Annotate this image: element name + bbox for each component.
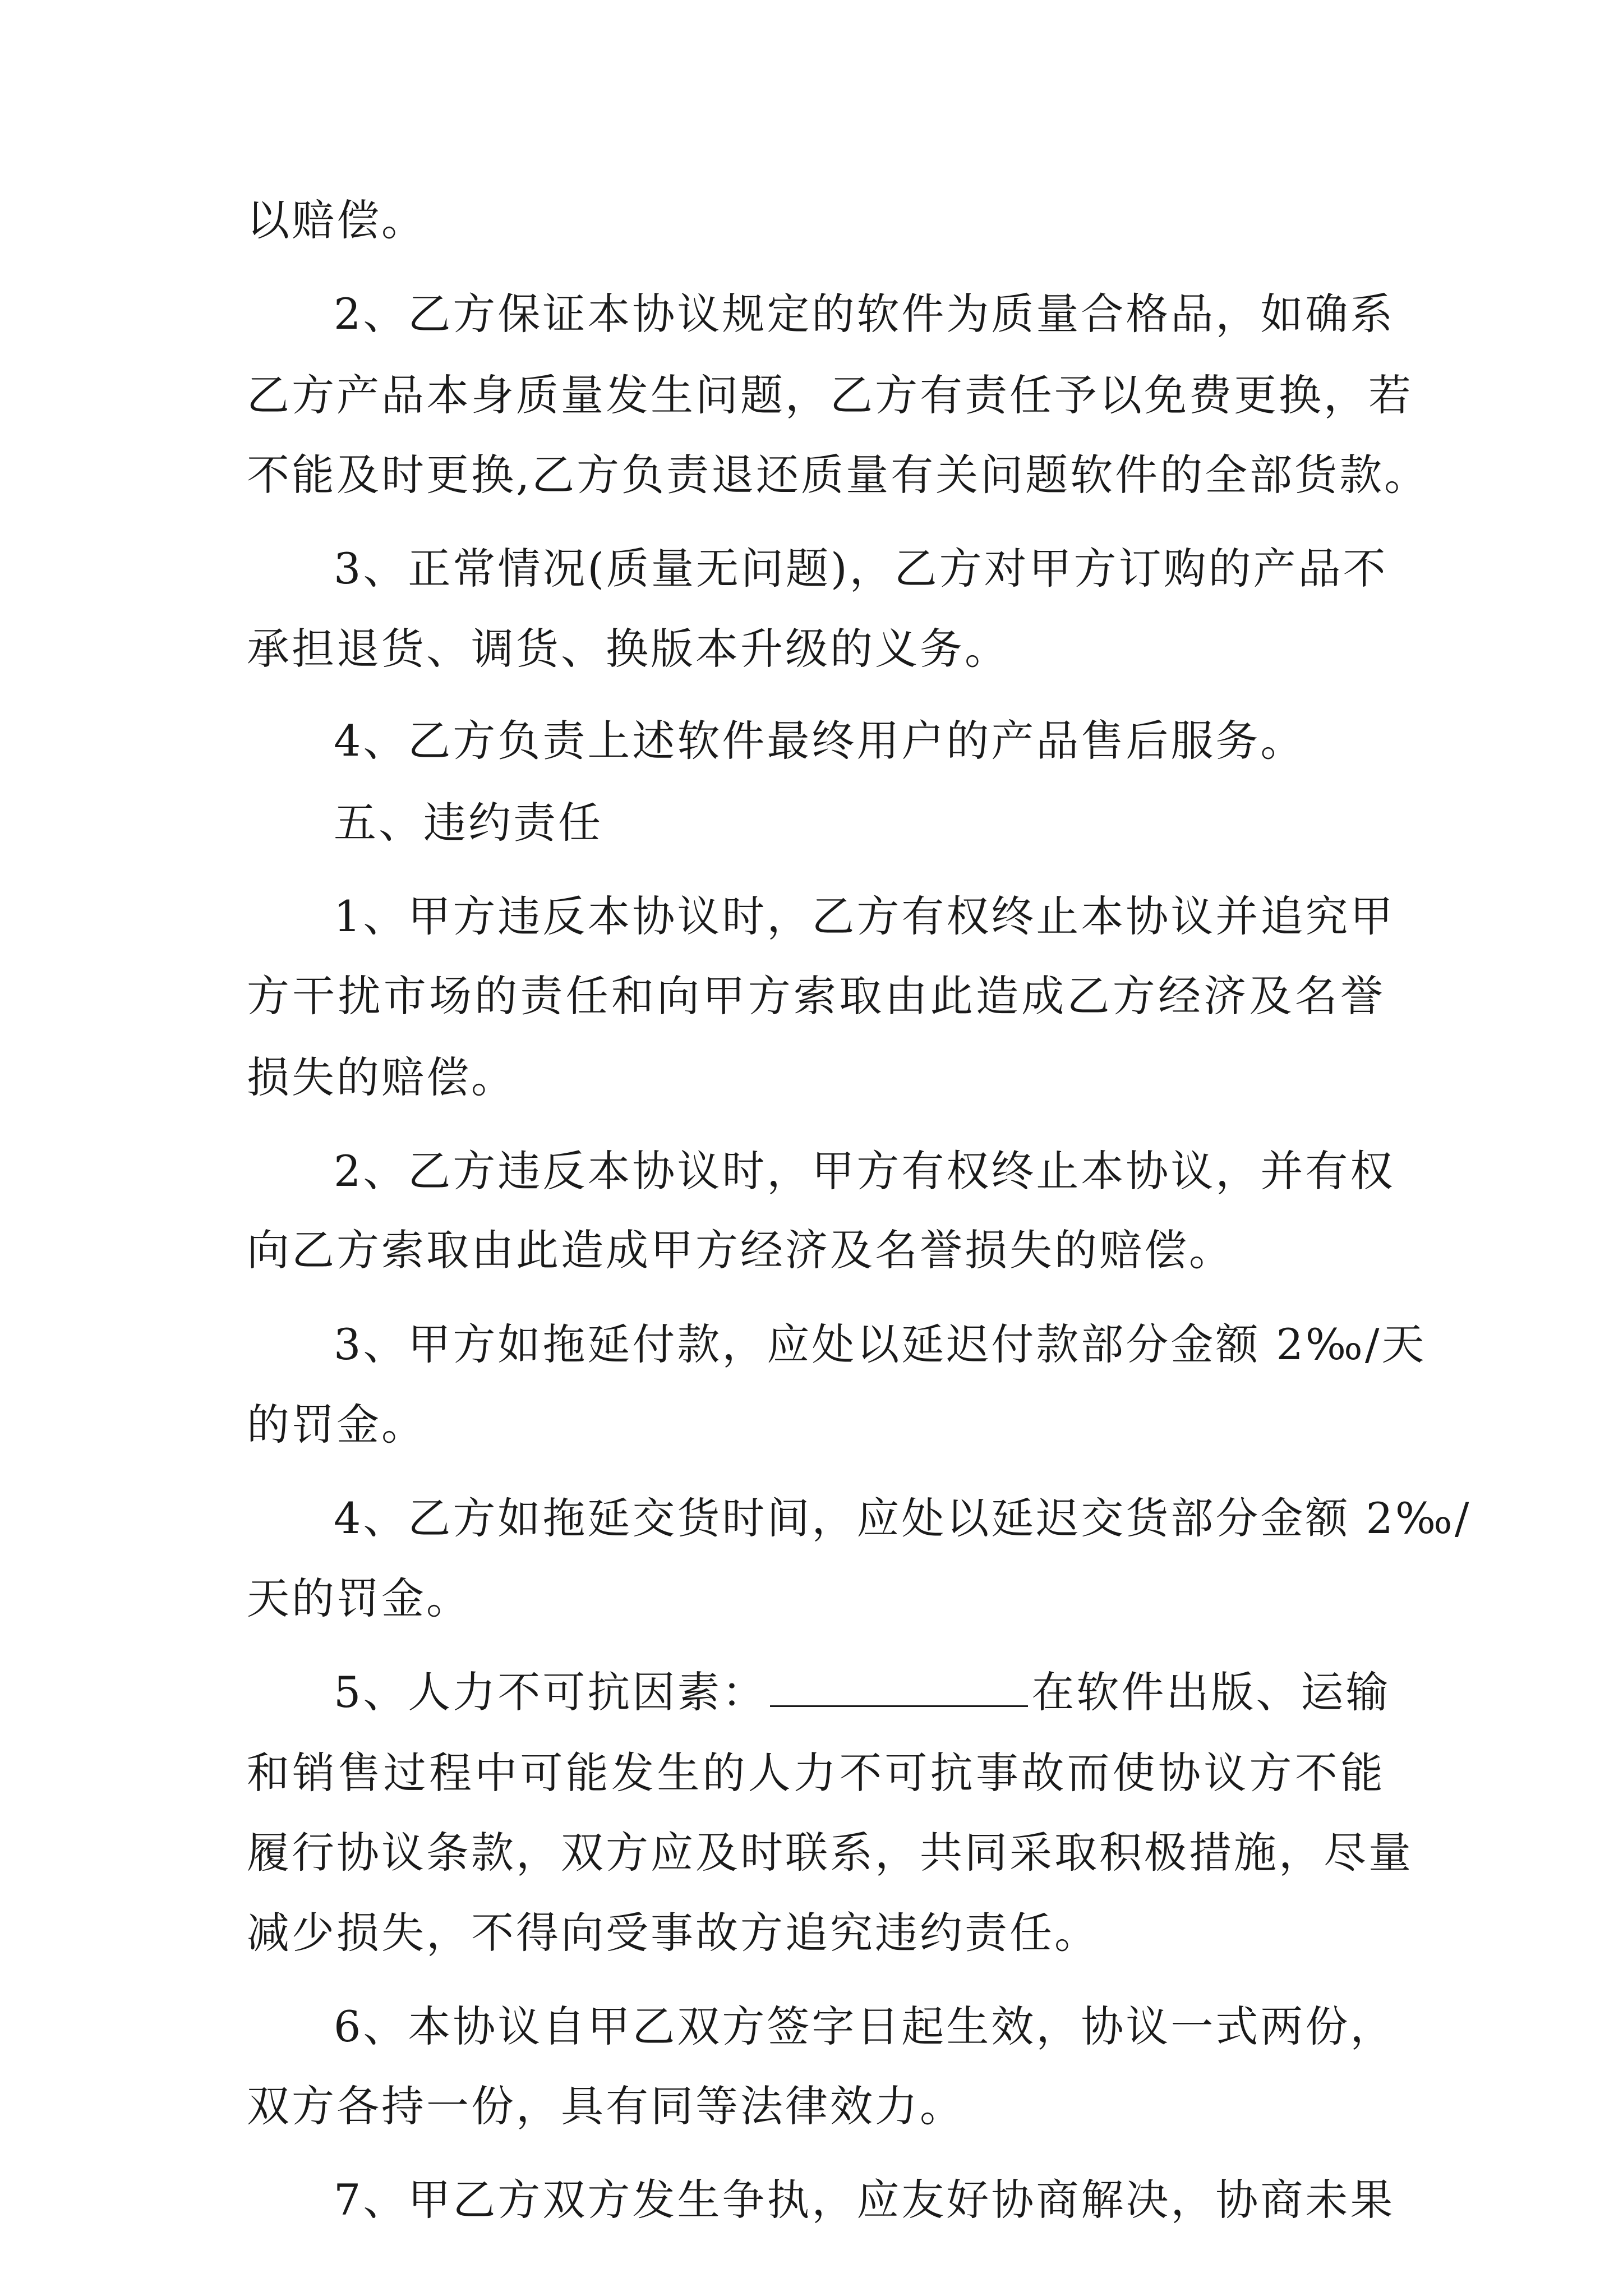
text-line-18: [334, 1662, 1391, 1723]
force-majeure-label: 5、人力不可抗因素：: [334, 1667, 767, 1717]
text-line-13: 向乙方索取由此造成甲方经济及名誉损失的赔偿。: [247, 1225, 1234, 1275]
text-line-10: 方干扰市场的责任和向甲方索取由此造成乙方经济及名誉: [247, 971, 1385, 1021]
text-line-23: 双方各持一份，具有同等法律效力。: [247, 2081, 965, 2131]
text-line-21: 减少损失，不得向受事故方追究违约责任。: [247, 1908, 1099, 1958]
text-line-9: 1、甲方违反本协议时，乙方有权终止本协议并追究甲: [334, 891, 1395, 941]
text-line-11: 损失的赔偿。: [247, 1052, 516, 1102]
text-line-24: 7、甲乙方双方发生争执，应友好协商解决，协商未果: [334, 2175, 1395, 2225]
text-line-17: 天的罚金。: [247, 1573, 471, 1623]
text-line-3: 乙方产品本身质量发生问题，乙方有责任予以免费更换，若: [247, 370, 1413, 420]
text-line-4: 不能及时更换,乙方负责退还质量有关问题软件的全部货款。: [247, 450, 1430, 500]
text-line-22: 6、本协议自甲乙双方签字日起生效，协议一式两份，: [334, 2001, 1395, 2051]
text-line-5: 3、正常情况(质量无问题)，乙方对甲方订购的产品不: [334, 544, 1388, 593]
text-line-2: 2、乙方保证本协议规定的软件为质量合格品，如确系: [334, 289, 1395, 339]
section-heading: 五、违约责任: [334, 798, 603, 848]
text-line-15: 的罚金。: [247, 1400, 426, 1450]
text-line-14: 3、甲方如拖延付款，应处以延迟付款部分金额 2‰/天: [334, 1319, 1427, 1369]
text-line-1: 以赔偿。: [247, 195, 426, 245]
text-line-16: 4、乙方如拖延交货时间，应处以延迟交货部分金额 2‰/: [334, 1493, 1472, 1543]
text-line-20: 履行协议条款，双方应及时联系，共同采取积极措施，尽量: [247, 1828, 1413, 1878]
text-line-7: 4、乙方负责上述软件最终用户的产品售后服务。: [334, 716, 1306, 766]
fill-in-blank: [770, 1668, 1028, 1707]
text-line-6: 承担退货、调货、换版本升级的义务。: [247, 624, 1009, 674]
text-line-19: 和销售过程中可能发生的人力不可抗事故而使协议方不能: [247, 1748, 1385, 1798]
text-line-12: 2、乙方违反本协议时，甲方有权终止本协议，并有权: [334, 1146, 1395, 1196]
force-majeure-continuation: 在软件出版、运输: [1031, 1667, 1391, 1717]
